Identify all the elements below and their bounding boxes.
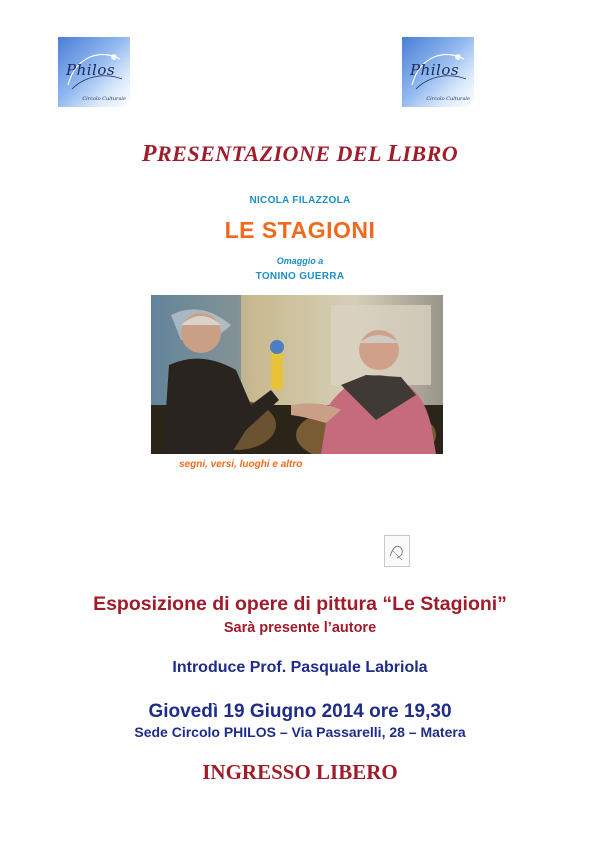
philos-logo-right (402, 37, 474, 107)
book-author: NICOLA FILAZZOLA (249, 195, 351, 206)
event-venue: Sede Circolo PHILOS – Via Passarelli, 28 – Matera (134, 724, 466, 740)
author-presence: Sarà presente l’autore (223, 620, 377, 636)
signature-sketch-icon (385, 536, 409, 566)
cover-photo (151, 295, 443, 454)
book-subtitle: segni, versi, luoghi e altro (179, 459, 303, 470)
page-title: PRESENTAZIONE DEL LIBRO (141, 141, 459, 167)
homage-label: Omaggio a (276, 256, 324, 266)
exhibition-heading: Esposizione di opere di pittura “Le Stagioni” (93, 593, 507, 615)
logo-wordmark: Philos (410, 61, 460, 79)
artist-signature-image (384, 535, 410, 567)
free-entry: INGRESSO LIBERO (202, 760, 398, 784)
introduction-line: Introduce Prof. Pasquale Labriola (172, 659, 428, 676)
philos-logo-left (58, 37, 130, 107)
book-title: LE STAGIONI (224, 217, 376, 243)
honoree-name: TONINO GUERRA (255, 271, 345, 282)
logo-subtext: Circolo Culturale (426, 96, 470, 102)
event-date: Giovedì 19 Giugno 2014 ore 19,30 (148, 701, 452, 722)
logo-subtext: Circolo Culturale (82, 96, 126, 102)
logo-wordmark: Philos (66, 61, 116, 79)
